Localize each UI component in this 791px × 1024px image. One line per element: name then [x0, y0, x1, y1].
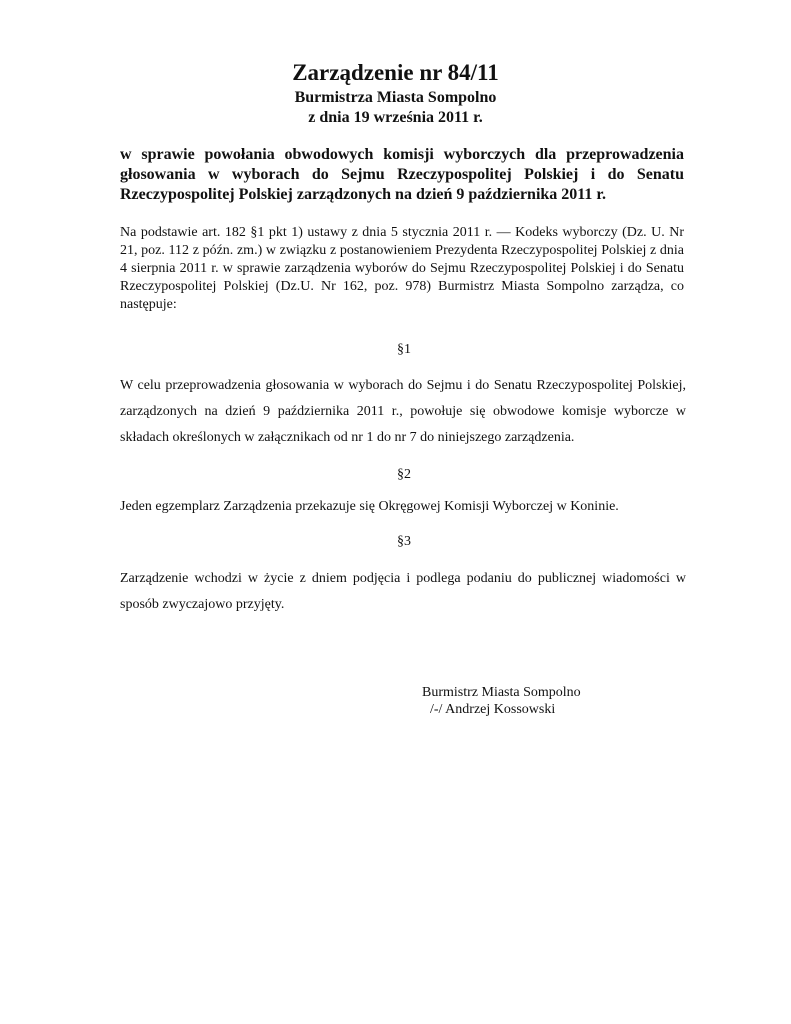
document-subject: w sprawie powołania obwodowych komisji wyborczych dla przeprowadzenia głosowania w wyborach do Sejmu Rzeczypospolitej Polskiej i do Senatu Rzeczypospolitej Polskiej zarządzonych na dzień 9 października 2011 r. — [120, 146, 684, 203]
section-1-mark: §1 — [397, 342, 411, 357]
signature-name: /-/ Andrzej Kossowski — [430, 702, 556, 717]
document-preamble: Na podstawie art. 182 §1 pkt 1) ustawy z dnia 5 stycznia 2011 r. — Kodeks wyborczy (Dz. U. Nr 21, poz. 112 z późn. zm.) w związku z postanowieniem Prezydenta Rzeczypospolitej Polskiej z dnia 4 sierpnia 2011 r. w sprawie zarządzenia wyborów do Sejmu Rzeczypospolitej Polskiej i do Senatu Rzeczypospolitej Polskiej (Dz.U. Nr 162, poz. 978) Burmistrz Miasta Sompolno zarządza, co następuje: — [120, 225, 684, 312]
section-3-mark: §3 — [397, 534, 411, 549]
document-date: z dnia 19 września 2011 r. — [308, 109, 483, 126]
signature-title: Burmistrz Miasta Sompolno — [422, 685, 581, 700]
document-issuer: Burmistrza Miasta Sompolno — [294, 89, 497, 106]
section-3-text: Zarządzenie wchodzi w życie z dniem podjęcia i podlega podaniu do publicznej wiadomości w sposób zwyczajowo przyjęty. — [120, 571, 686, 612]
section-2-mark: §2 — [397, 467, 411, 482]
section-1-text: W celu przeprowadzenia głosowania w wyborach do Sejmu i do Senatu Rzeczypospolitej Polskiej, zarządzonych na dzień 9 października 2011 r., powołuje się obwodowe komisje wyborcze w składach określonych w załącznikach od nr 1 do nr 7 do niniejszego zarządzenia. — [120, 378, 686, 445]
document-title: Zarządzenie nr 84/11 — [292, 60, 499, 85]
section-2-text: Jeden egzemplarz Zarządzenia przekazuje się Okręgowej Komisji Wyborczej w Koninie. — [120, 499, 619, 514]
signature-block — [422, 684, 581, 718]
document-header — [0, 58, 791, 128]
